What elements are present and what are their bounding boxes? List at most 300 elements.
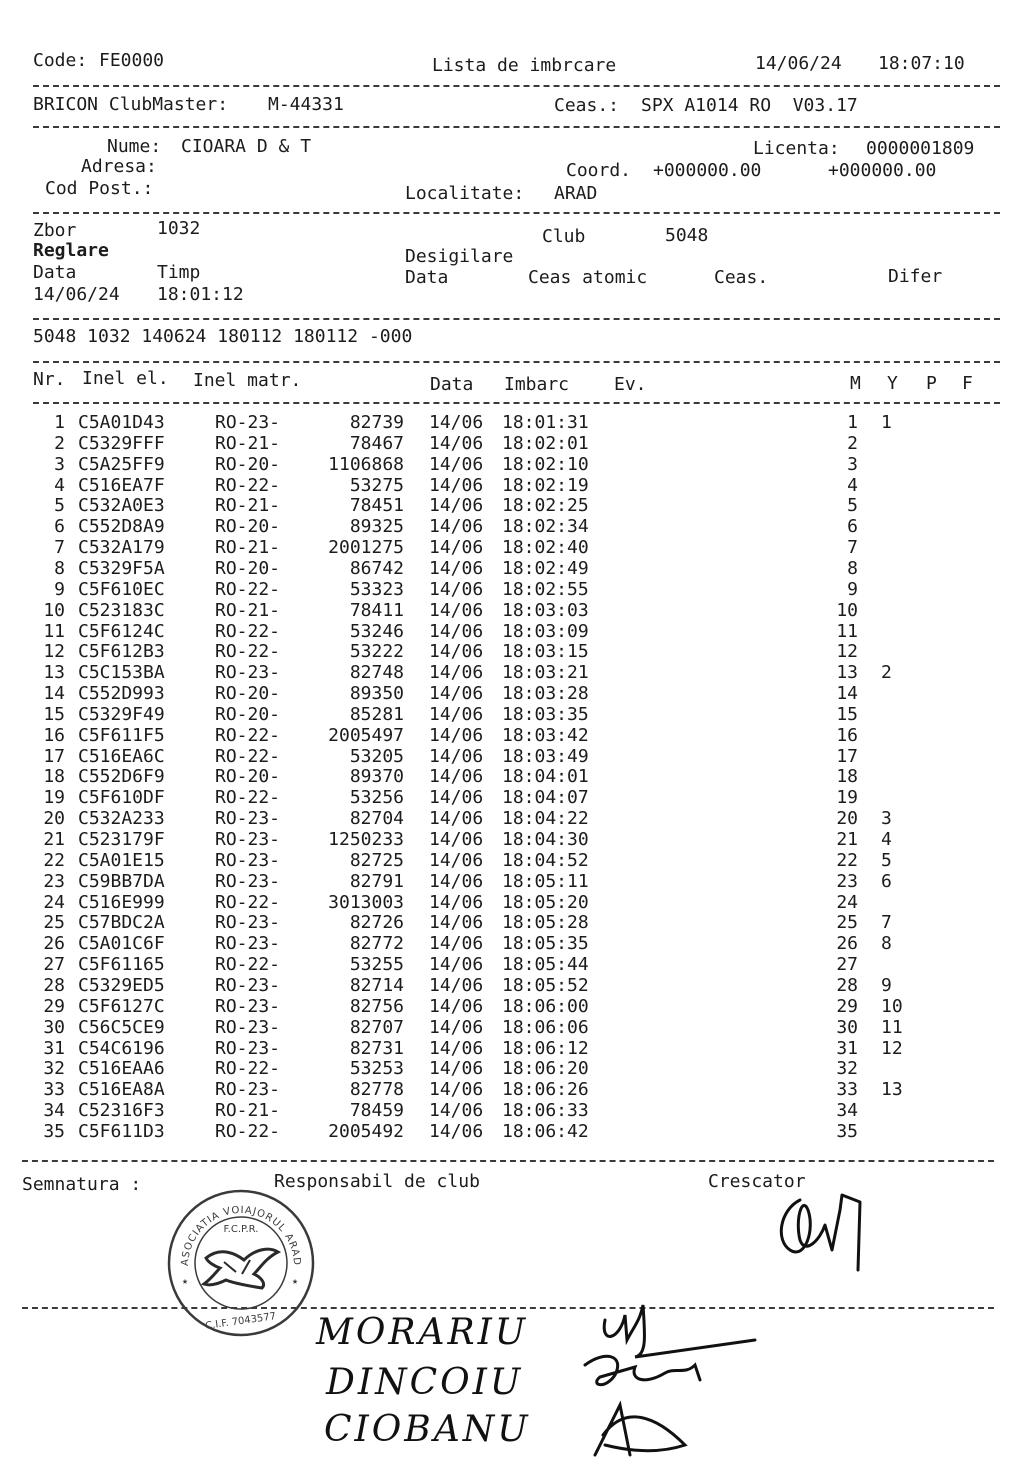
- ceas-atomic-label: Ceas atomic: [528, 267, 648, 288]
- timp-label: Timp: [157, 262, 201, 283]
- col-p: P: [926, 373, 937, 394]
- cell-m: 27: [836, 954, 858, 976]
- cell-ro: RO-23-: [215, 974, 281, 996]
- cell-time: 18:03:42: [502, 724, 589, 746]
- cell-time: 18:02:55: [502, 578, 589, 600]
- cell-nr: 1: [54, 412, 65, 433]
- cell-ro: RO-22-: [215, 1120, 281, 1142]
- cell-date: 14/06: [429, 891, 484, 913]
- col-inel-el: Inel el.: [82, 368, 169, 389]
- cell-nr: 29: [43, 995, 65, 1017]
- cell-date: 14/06: [429, 912, 484, 934]
- cell-el: C5C153BA: [78, 662, 165, 684]
- cell-matr: 86742: [349, 557, 404, 579]
- cell-date: 14/06: [429, 995, 484, 1017]
- cell-time: 18:04:30: [502, 829, 589, 850]
- cell-m: 8: [847, 557, 858, 579]
- cell-nr: 6: [54, 516, 65, 538]
- cell-date: 14/06: [429, 974, 484, 996]
- separator: [33, 318, 1000, 320]
- print-date: 14/06/24: [755, 53, 842, 74]
- cell-el: C5A25FF9: [78, 453, 165, 475]
- col-inel-matr: Inel matr.: [193, 370, 302, 391]
- cell-nr: 3: [54, 453, 65, 475]
- cell-time: 18:02:25: [502, 495, 589, 517]
- cell-el: C54C6196: [78, 1037, 165, 1059]
- cell-time: 18:03:03: [502, 599, 589, 621]
- cell-ro: RO-23-: [215, 829, 281, 850]
- cell-m: 1: [847, 412, 858, 433]
- cell-m: 5: [847, 495, 858, 517]
- cell-matr: 1106868: [328, 453, 404, 475]
- cell-m: 32: [836, 1058, 858, 1080]
- cell-el: C5F610EC: [78, 578, 165, 600]
- cell-date: 14/06: [429, 599, 484, 621]
- cell-ro: RO-20-: [215, 703, 281, 725]
- cell-time: 18:05:11: [502, 870, 589, 892]
- difer-label: Difer: [888, 266, 943, 287]
- cell-date: 14/06: [429, 933, 484, 955]
- cell-el: C523179F: [78, 829, 165, 850]
- cell-matr: 78451: [349, 495, 404, 517]
- crescator-label: Crescator: [708, 1171, 806, 1192]
- cell-date: 14/06: [429, 870, 484, 892]
- cell-ro: RO-20-: [215, 766, 281, 788]
- col-y: Y: [887, 373, 898, 394]
- cell-nr: 30: [43, 1016, 65, 1038]
- crescator-signature: [770, 1190, 870, 1280]
- cell-m: 20: [836, 808, 858, 830]
- cell-nr: 22: [43, 849, 65, 871]
- ceas-value: SPX A1014 RO V03.17: [641, 95, 858, 116]
- cell-m: 7: [847, 537, 858, 559]
- club-label: Club: [542, 226, 586, 247]
- cell-m: 28: [836, 974, 858, 996]
- cell-time: 18:03:15: [502, 641, 589, 663]
- clubmaster-value: M-44331: [268, 94, 344, 115]
- cell-el: C5F611D3: [78, 1120, 165, 1142]
- cell-nr: 5: [54, 495, 65, 517]
- cell-time: 18:05:20: [502, 891, 589, 913]
- cell-y: 7: [881, 912, 892, 934]
- cell-time: 18:04:07: [502, 787, 589, 809]
- cell-ro: RO-23-: [215, 412, 281, 433]
- cell-ro: RO-23-: [215, 662, 281, 684]
- cell-time: 18:02:34: [502, 516, 589, 538]
- cell-date: 14/06: [429, 787, 484, 809]
- cell-el: C5A01C6F: [78, 933, 165, 955]
- desigilare-label: Desigilare: [405, 246, 514, 267]
- cell-time: 18:06:26: [502, 1079, 589, 1101]
- cell-nr: 16: [43, 724, 65, 746]
- cell-time: 18:05:44: [502, 954, 589, 976]
- cell-matr: 53253: [349, 1058, 404, 1080]
- cell-m: 12: [836, 641, 858, 663]
- cell-el: C552D6F9: [78, 766, 165, 788]
- cell-m: 23: [836, 870, 858, 892]
- club-value: 5048: [665, 225, 709, 246]
- separator: [33, 212, 1000, 214]
- cell-nr: 15: [43, 703, 65, 725]
- cell-nr: 17: [43, 745, 65, 767]
- cell-matr: 82748: [349, 662, 404, 684]
- data2-label: Data: [405, 267, 449, 288]
- cell-m: 16: [836, 724, 858, 746]
- cell-matr: 53246: [349, 620, 404, 642]
- cell-y: 10: [881, 995, 903, 1017]
- cell-ro: RO-20-: [215, 683, 281, 705]
- cell-m: 18: [836, 766, 858, 788]
- ceas-label: Ceas.:: [554, 95, 620, 116]
- cell-el: C523183C: [78, 599, 165, 621]
- cell-date: 14/06: [429, 1120, 484, 1142]
- cell-ro: RO-21-: [215, 599, 281, 621]
- cell-ro: RO-22-: [215, 787, 281, 809]
- cell-date: 14/06: [429, 766, 484, 788]
- cell-el: C5329ED5: [78, 974, 165, 996]
- cell-time: 18:02:10: [502, 453, 589, 475]
- cell-date: 14/06: [429, 412, 484, 433]
- separator: [33, 361, 1000, 363]
- cell-matr: 82791: [349, 870, 404, 892]
- cell-nr: 4: [54, 474, 65, 496]
- localitate-label: Localitate:: [405, 183, 525, 204]
- cell-el: C516EA7F: [78, 474, 165, 496]
- cell-time: 18:06:00: [502, 995, 589, 1017]
- cell-el: C552D8A9: [78, 516, 165, 538]
- cell-el: C5A01D43: [78, 412, 165, 433]
- cell-matr: 78459: [349, 1100, 404, 1122]
- cell-m: 19: [836, 787, 858, 809]
- cell-el: C5329F49: [78, 703, 165, 725]
- separator: [33, 402, 1000, 404]
- cell-y: 13: [881, 1079, 903, 1101]
- cell-m: 3: [847, 453, 858, 475]
- cell-nr: 24: [43, 891, 65, 913]
- data-label: Data: [33, 262, 77, 283]
- handwritten-name-1: MORARIU: [316, 1312, 529, 1353]
- nume-label: Nume:: [107, 136, 162, 157]
- cell-date: 14/06: [429, 453, 484, 475]
- cell-ro: RO-21-: [215, 1100, 281, 1122]
- cell-ro: RO-23-: [215, 995, 281, 1017]
- cell-date: 14/06: [429, 1100, 484, 1122]
- cell-m: 33: [836, 1079, 858, 1101]
- cell-el: C516EAA6: [78, 1058, 165, 1080]
- cell-nr: 23: [43, 870, 65, 892]
- cell-matr: 78467: [349, 432, 404, 454]
- cell-matr: 82707: [349, 1016, 404, 1038]
- cell-date: 14/06: [429, 1058, 484, 1080]
- cell-el: C5F612B3: [78, 641, 165, 663]
- cell-ro: RO-23-: [215, 1016, 281, 1038]
- cell-date: 14/06: [429, 557, 484, 579]
- document-title: Lista de imbrcare: [432, 55, 617, 76]
- reglare-label: Reglare: [33, 240, 109, 261]
- cell-date: 14/06: [429, 662, 484, 684]
- cell-time: 18:02:19: [502, 474, 589, 496]
- responsabil-label: Responsabil de club: [274, 1171, 480, 1192]
- zbor-value: 1032: [157, 218, 201, 239]
- cell-date: 14/06: [429, 474, 484, 496]
- cell-matr: 53222: [349, 641, 404, 663]
- cell-date: 14/06: [429, 724, 484, 746]
- cell-m: 10: [836, 599, 858, 621]
- cell-ro: RO-21-: [215, 537, 281, 559]
- coord-y: +000000.00: [828, 160, 937, 181]
- separator: [22, 1307, 994, 1309]
- cell-ro: RO-23-: [215, 849, 281, 871]
- svg-text:★: ★: [292, 1276, 299, 1287]
- cell-el: C5A01E15: [78, 849, 165, 871]
- separator: [22, 1160, 994, 1162]
- cell-m: 22: [836, 849, 858, 871]
- cell-matr: 82731: [349, 1037, 404, 1059]
- cell-ro: RO-22-: [215, 620, 281, 642]
- club-stamp: [166, 1188, 316, 1338]
- cell-time: 18:03:35: [502, 703, 589, 725]
- cell-el: C516E999: [78, 891, 165, 913]
- semnatura-label: Semnatura :: [22, 1174, 142, 1195]
- cell-matr: 82778: [349, 1079, 404, 1101]
- cell-nr: 32: [43, 1058, 65, 1080]
- cell-ro: RO-22-: [215, 954, 281, 976]
- cell-m: 4: [847, 474, 858, 496]
- cell-nr: 34: [43, 1100, 65, 1122]
- cell-nr: 20: [43, 808, 65, 830]
- cell-matr: 53256: [349, 787, 404, 809]
- cell-time: 18:03:09: [502, 620, 589, 642]
- cell-time: 18:03:49: [502, 745, 589, 767]
- cell-ro: RO-21-: [215, 495, 281, 517]
- cell-nr: 18: [43, 766, 65, 788]
- col-nr: Nr.: [33, 369, 66, 390]
- cell-m: 11: [836, 620, 858, 642]
- clubmaster-label: BRICON ClubMaster:: [33, 94, 229, 115]
- cell-ro: RO-22-: [215, 891, 281, 913]
- handwritten-signatures: [575, 1295, 760, 1460]
- cell-matr: 82726: [349, 912, 404, 934]
- licenta-label: Licenta:: [753, 138, 840, 159]
- cell-matr: 53323: [349, 578, 404, 600]
- svg-text:★: ★: [182, 1276, 189, 1287]
- cod-post-label: Cod Post.:: [45, 178, 154, 199]
- cell-el: C532A233: [78, 808, 165, 830]
- cell-ro: RO-22-: [215, 641, 281, 663]
- cell-nr: 13: [43, 662, 65, 684]
- cell-date: 14/06: [429, 703, 484, 725]
- cell-el: C5329F5A: [78, 557, 165, 579]
- cell-time: 18:04:22: [502, 808, 589, 830]
- cell-nr: 2: [54, 432, 65, 454]
- cell-matr: 1250233: [328, 829, 404, 850]
- cell-nr: 33: [43, 1079, 65, 1101]
- cell-matr: 2005492: [328, 1120, 404, 1142]
- cell-el: C552D993: [78, 683, 165, 705]
- cell-el: C532A0E3: [78, 495, 165, 517]
- cell-matr: 53255: [349, 954, 404, 976]
- cell-ro: RO-20-: [215, 453, 281, 475]
- cell-m: 35: [836, 1120, 858, 1142]
- cell-y: 4: [881, 829, 892, 850]
- cell-nr: 31: [43, 1037, 65, 1059]
- cell-el: C52316F3: [78, 1100, 165, 1122]
- localitate-value: ARAD: [554, 183, 598, 204]
- cell-date: 14/06: [429, 1037, 484, 1059]
- cell-el: C516EA8A: [78, 1079, 165, 1101]
- cell-time: 18:04:52: [502, 849, 589, 871]
- zbor-label: Zbor: [33, 220, 77, 241]
- cell-time: 18:06:12: [502, 1037, 589, 1059]
- cell-ro: RO-23-: [215, 808, 281, 830]
- cell-nr: 11: [43, 620, 65, 642]
- cell-m: 21: [836, 829, 858, 850]
- cell-ro: RO-23-: [215, 1079, 281, 1101]
- cell-m: 15: [836, 703, 858, 725]
- cell-date: 14/06: [429, 683, 484, 705]
- cell-ro: RO-21-: [215, 432, 281, 454]
- cell-y: 3: [881, 808, 892, 830]
- cell-nr: 21: [43, 829, 65, 850]
- reglare-date: 14/06/24: [33, 284, 120, 305]
- cell-el: C59BB7DA: [78, 870, 165, 892]
- cell-date: 14/06: [429, 1079, 484, 1101]
- separator: [33, 126, 1000, 128]
- cell-matr: 82704: [349, 808, 404, 830]
- cell-time: 18:02:01: [502, 432, 589, 454]
- cell-ro: RO-22-: [215, 745, 281, 767]
- col-data: Data: [430, 374, 474, 395]
- cell-nr: 8: [54, 557, 65, 579]
- col-f: F: [962, 373, 973, 394]
- cell-time: 18:03:21: [502, 662, 589, 684]
- cell-matr: 82725: [349, 849, 404, 871]
- cell-ro: RO-23-: [215, 870, 281, 892]
- cell-m: 2: [847, 432, 858, 454]
- cell-matr: 2005497: [328, 724, 404, 746]
- cell-ro: RO-23-: [215, 933, 281, 955]
- cell-ro: RO-22-: [215, 724, 281, 746]
- cell-m: 6: [847, 516, 858, 538]
- cell-y: 9: [881, 974, 892, 996]
- cell-m: 30: [836, 1016, 858, 1038]
- cell-y: 12: [881, 1037, 903, 1059]
- cell-m: 31: [836, 1037, 858, 1059]
- svg-text:ASOCIATIA VOIAJORUL ARAD: ASOCIATIA VOIAJORUL ARAD: [179, 1204, 303, 1267]
- cell-nr: 12: [43, 641, 65, 663]
- cell-nr: 19: [43, 787, 65, 809]
- svg-text:C.I.F. 7043577: C.I.F. 7043577: [204, 1311, 277, 1332]
- cell-matr: 89370: [349, 766, 404, 788]
- print-time: 18:07:10: [878, 53, 965, 74]
- cell-el: C56C5CE9: [78, 1016, 165, 1038]
- coord-x: +000000.00: [653, 160, 762, 181]
- cell-date: 14/06: [429, 516, 484, 538]
- cell-y: 8: [881, 933, 892, 955]
- cell-nr: 28: [43, 974, 65, 996]
- code-label: Code:: [33, 50, 88, 71]
- adresa-label: Adresa:: [81, 156, 157, 177]
- handwritten-name-2: DINCOIU: [326, 1362, 524, 1403]
- cell-time: 18:05:52: [502, 974, 589, 996]
- cell-m: 9: [847, 578, 858, 600]
- cell-nr: 9: [54, 578, 65, 600]
- cell-y: 11: [881, 1016, 903, 1038]
- cell-nr: 25: [43, 912, 65, 934]
- cell-m: 29: [836, 995, 858, 1017]
- cell-matr: 82772: [349, 933, 404, 955]
- cell-ro: RO-22-: [215, 578, 281, 600]
- cell-date: 14/06: [429, 1016, 484, 1038]
- cell-ro: RO-22-: [215, 474, 281, 496]
- cell-nr: 35: [43, 1120, 65, 1142]
- cell-time: 18:03:28: [502, 683, 589, 705]
- licenta-value: 0000001809: [866, 138, 975, 159]
- cell-time: 18:01:31: [502, 412, 589, 433]
- cell-m: 17: [836, 745, 858, 767]
- cell-matr: 82756: [349, 995, 404, 1017]
- cell-ro: RO-22-: [215, 1058, 281, 1080]
- cell-date: 14/06: [429, 849, 484, 871]
- cell-time: 18:05:28: [502, 912, 589, 934]
- nume-value: CIOARA D & T: [181, 136, 312, 157]
- cell-el: C5F6124C: [78, 620, 165, 642]
- cell-y: 5: [881, 849, 892, 871]
- cell-time: 18:06:42: [502, 1120, 589, 1142]
- cell-matr: 53205: [349, 745, 404, 767]
- cell-time: 18:06:06: [502, 1016, 589, 1038]
- summary-line: 5048 1032 140624 180112 180112 -000: [33, 326, 413, 347]
- cell-el: C5F610DF: [78, 787, 165, 809]
- cell-nr: 14: [43, 683, 65, 705]
- cell-matr: 89350: [349, 683, 404, 705]
- cell-matr: 3013003: [328, 891, 404, 913]
- cell-m: 24: [836, 891, 858, 913]
- cell-matr: 2001275: [328, 537, 404, 559]
- cell-time: 18:02:40: [502, 537, 589, 559]
- separator: [33, 85, 1000, 87]
- cell-matr: 89325: [349, 516, 404, 538]
- cell-date: 14/06: [429, 578, 484, 600]
- cell-date: 14/06: [429, 745, 484, 767]
- cell-matr: 78411: [349, 599, 404, 621]
- cell-date: 14/06: [429, 495, 484, 517]
- cell-el: C5F6127C: [78, 995, 165, 1017]
- cell-el: C5F611F5: [78, 724, 165, 746]
- cell-matr: 85281: [349, 703, 404, 725]
- cell-m: 25: [836, 912, 858, 934]
- coord-label: Coord.: [566, 160, 632, 181]
- ceas-col-label: Ceas.: [714, 267, 769, 288]
- code-value: FE0000: [99, 50, 165, 71]
- cell-date: 14/06: [429, 620, 484, 642]
- cell-time: 18:04:01: [502, 766, 589, 788]
- cell-date: 14/06: [429, 641, 484, 663]
- handwritten-name-3: CIOBANU: [324, 1409, 531, 1450]
- cell-el: C5329FFF: [78, 432, 165, 454]
- cell-nr: 10: [43, 599, 65, 621]
- cell-nr: 26: [43, 933, 65, 955]
- cell-matr: 82714: [349, 974, 404, 996]
- cell-date: 14/06: [429, 537, 484, 559]
- cell-y: 6: [881, 870, 892, 892]
- cell-nr: 27: [43, 954, 65, 976]
- cell-date: 14/06: [429, 808, 484, 830]
- svg-text:F.C.P.R.: F.C.P.R.: [223, 1224, 259, 1235]
- cell-ro: RO-23-: [215, 912, 281, 934]
- cell-time: 18:05:35: [502, 933, 589, 955]
- cell-time: 18:06:33: [502, 1100, 589, 1122]
